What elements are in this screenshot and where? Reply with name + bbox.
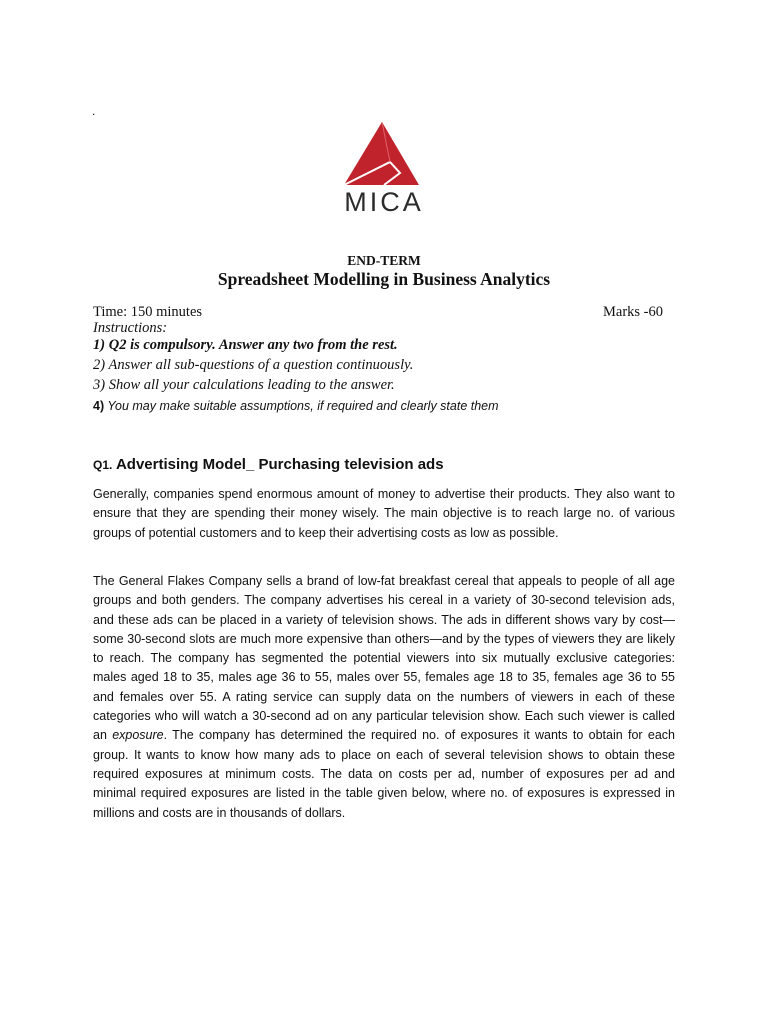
instruction-item-3: 3) Show all your calculations leading to the answer. — [93, 377, 395, 393]
mica-logo-icon — [318, 118, 454, 218]
question-paragraph-1: Generally, companies spend enormous amount of money to advertise their products. They also want to ensure that they are spending their money wisely. The main objective is to reach large no. of various groups of potential customers and to keep their advertising costs as low as possible. — [93, 487, 675, 540]
logo-text: MICA — [344, 187, 424, 217]
question-heading — [93, 456, 444, 474]
instruction-item-2: 2) Answer all sub-questions of a question continuously. — [93, 357, 414, 373]
instruction-item-4: 4) You may make suitable assumptions, if required and clearly state them — [93, 399, 499, 413]
total-marks: Marks -60 — [603, 304, 664, 320]
mica-logo — [318, 118, 454, 218]
question-paragraph-2: The General Flakes Company sells a brand of low-fat breakfast cereal that appeals to people of all age groups and both genders. The company advertises his cereal in a variety of 30-second television ads, and these ads can be placed in a variety of television shows. The ads in different shows vary by cost—some 30-second slots are much more expensive than others—and by the types of viewers they are likely to reach. The company has segmented the potential viewers into six mutually exclusive categories: males aged 18 to 35, males age 36 to 55, males over 55, females age 18 to 35, females age 36 to 55 and females over 55. A rating service can supply data on the numbers of viewers in each of these categories who will watch a 30-second ad on any particular television show. Each such viewer is called an exposure. The company has determined the required no. of exposures it wants to obtain for each group. It wants to know how many ads to place on each of several television shows to obtain these required exposures at minimum costs. The data on costs per ad, number of exposures per ad and minimal required exposures are listed in the table given below, where no. of exposures is expressed in millions and costs are in thousands of dollars. — [93, 574, 675, 820]
question-number: Q1. — [93, 458, 113, 472]
question-title: Advertising Model_ Purchasing television ads — [112, 456, 444, 473]
exam-type: END-TERM — [347, 253, 421, 268]
instruction-item-1: 1) Q2 is compulsory. Answer any two from the rest. — [93, 337, 398, 353]
stray-dot: . — [92, 104, 96, 118]
time-allowed: Time: 150 minutes — [93, 304, 203, 320]
course-title: Spreadsheet Modelling in Business Analytics — [217, 269, 551, 289]
term-exposure: exposure — [112, 728, 164, 743]
instructions-heading: Instructions: — [93, 320, 168, 336]
